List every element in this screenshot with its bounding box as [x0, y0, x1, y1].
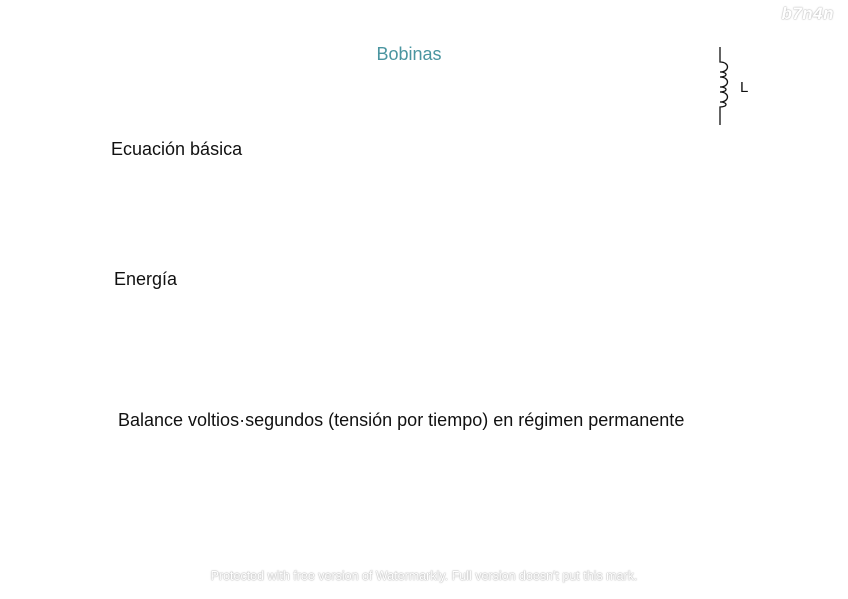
heading-basic-equation: Ecuación básica: [111, 139, 243, 159]
heading-energy: Energía: [114, 269, 178, 289]
watermark-bottom: Protected with free version of Watermarkly. Full version doesn't put this mark.: [210, 569, 638, 583]
watermark-top-right: b7n4n: [781, 4, 834, 23]
heading-volt-second-balance: Balance voltios·segundos (tensión por tiempo) en régimen permanente: [118, 410, 685, 430]
inductor-icon: [706, 44, 766, 130]
slide-title: Bobinas: [376, 44, 442, 64]
inductor-label: L: [740, 79, 749, 96]
